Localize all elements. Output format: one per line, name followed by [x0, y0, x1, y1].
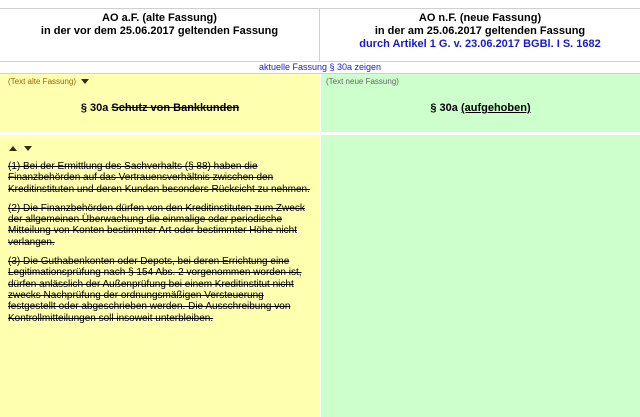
old-paragraph-heading: [0, 102, 320, 114]
paragraph-nav: [9, 140, 35, 158]
current-version-link[interactable]: aktuelle Fassung § 30a zeigen: [258, 62, 382, 72]
amendment-link[interactable]: durch Artikel 1 G. v. 23.06.2017 BGBl. I S. 1682: [359, 38, 601, 50]
new-paragraph-title: (aufgehoben): [460, 102, 531, 114]
old-paragraph-body: [8, 161, 314, 332]
old-version-subtitle: in der vor dem 25.06.2017 geltenden Fassung: [40, 25, 279, 37]
new-paragraph-heading: [321, 102, 640, 114]
new-version-title: AO n.F. (neue Fassung): [418, 12, 542, 24]
old-paragraph-title: Schutz von Bankkunden: [111, 102, 240, 114]
column-divider: [320, 74, 321, 417]
new-version-subtitle: in der am 25.06.2017 geltenden Fassung: [374, 25, 586, 37]
row-divider: [0, 132, 640, 135]
version-header: [0, 8, 640, 62]
old-subsection-3: (3) Die Guthabenkonten oder Depots, bei deren Errichtung eine Legitimationsprüfung nach § 154 Abs. 2 vorgenommen worden ist, dürfen anlässlich der Außenprüfung bei einem Kreditinstitut nicht zwecks Nachprüfung der ordnungsmäßigen Versteuerung festgestellt oder abgeschrieben werden. Die Ausschreibung von Kontrollmitteilungen soll insoweit unterbleiben.: [8, 256, 302, 324]
new-text-label: [326, 77, 399, 87]
new-paragraph-number: § 30a: [430, 102, 458, 114]
old-subsection-1: (1) Bei der Ermittlung des Sachverhalts (§ 88) haben die Finanzbehörden auf das Vertrauensverhältnis zwischen den Kreditinstituten und deren Kunden besonders Rücksicht zu nehmen.: [8, 161, 310, 195]
current-version-bar: [0, 62, 640, 74]
new-text-label-text: (Text neue Fassung): [326, 77, 399, 86]
new-version-header: [320, 9, 640, 61]
old-subsection-2: (2) Die Finanzbehörden dürfen von den Kreditinstituten zum Zweck der allgemeinen Überwachung die einmalige oder periodische Mitteilung von Konten bestimmter Art oder bestimmter Höhe nicht verlangen.: [8, 202, 305, 248]
toggle-down-icon[interactable]: [81, 79, 89, 84]
new-version-column: [321, 74, 640, 417]
old-version-title: AO a.F. (alte Fassung): [102, 12, 217, 24]
arrow-down-icon[interactable]: [24, 146, 32, 151]
arrow-up-icon[interactable]: [9, 146, 17, 151]
old-text-label[interactable]: [8, 77, 89, 87]
old-paragraph-number: § 30a: [80, 102, 109, 114]
old-text-label-text: (Text alte Fassung): [8, 77, 77, 86]
old-version-header: [0, 9, 320, 61]
